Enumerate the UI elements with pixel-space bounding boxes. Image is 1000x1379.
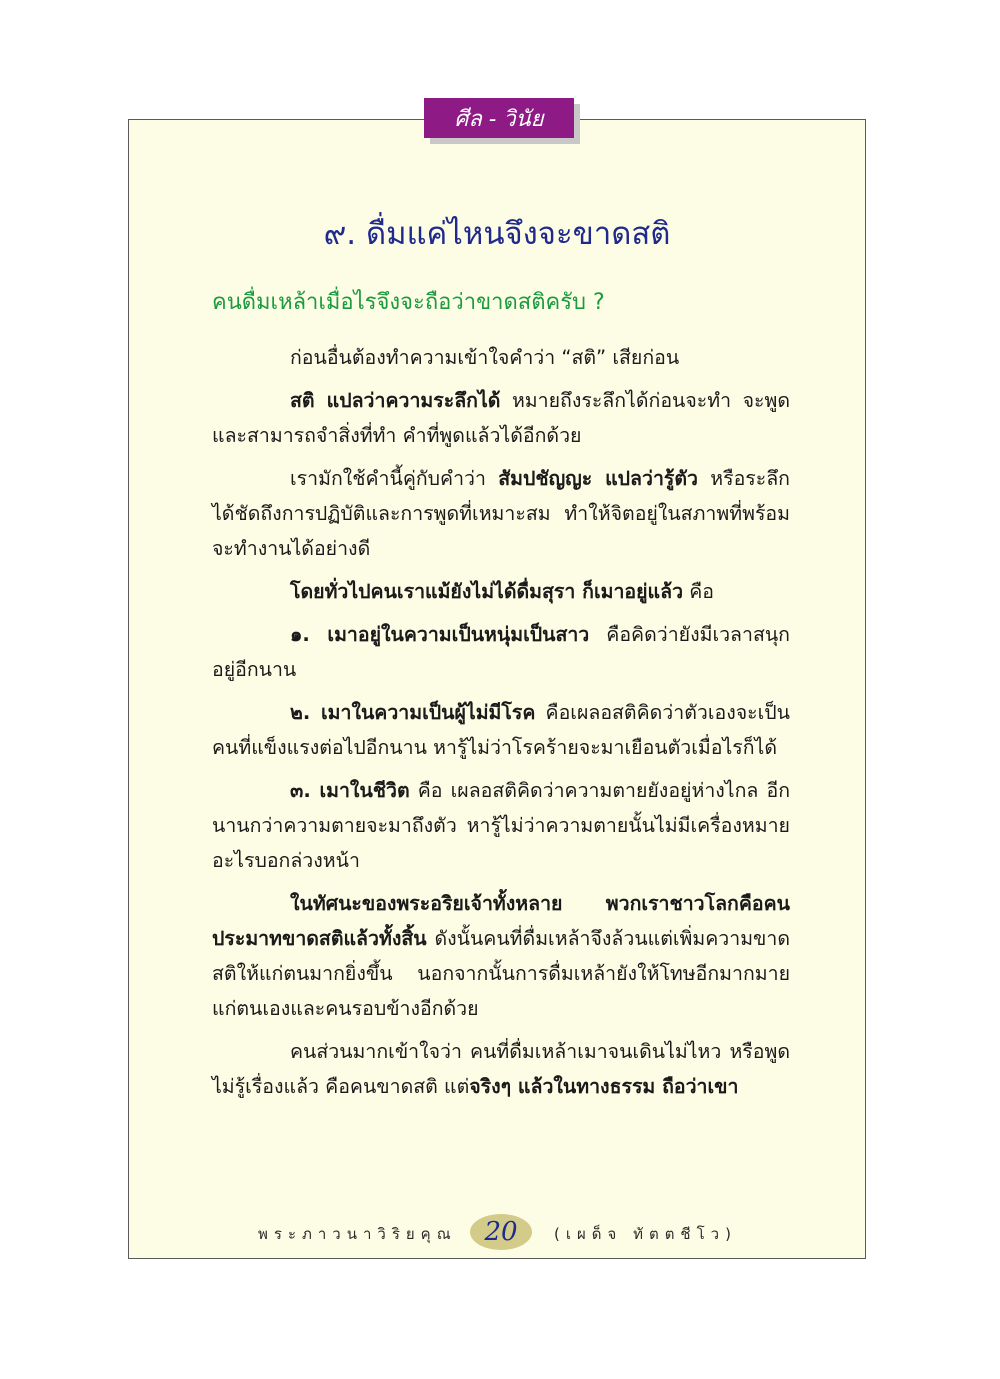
question-heading: คนดื่มเหล้าเมื่อไรจึงจะถือว่าขาดสติครับ ? [212, 290, 605, 315]
text-run: เรามักใช้คำนี้คู่กับคำว่า [290, 467, 499, 490]
section-tab: ศีล - วินัย [424, 98, 574, 138]
paragraph [212, 886, 790, 1026]
text-run: ดังนั้นคนที่ดื่มเหล้าจึงล้วนแต่เพิ่มความขาดสติให้แก่ตนมากยิ่งขึ้น นอกจากนั้นการดื่มเหล้ายังให้โทษอีกมากมายแก่ตนเองและคนรอบข้างอีกด้วย [212, 927, 790, 1020]
page-footer [0, 1214, 1000, 1254]
paragraph [212, 773, 790, 878]
bold-text: โดยทั่วไปคนเราแม้ยังไม่ได้ดื่มสุรา ก็เมาอยู่แล้ว [290, 580, 684, 603]
paragraph [212, 461, 790, 566]
paragraph [212, 617, 790, 687]
text-run: หรือระลึกได้ชัดถึงการปฏิบัติและการพูดที่เหมาะสม ทำให้จิตอยู่ในสภาพที่พร้อมจะทำงานได้อย่างดี [212, 467, 790, 560]
text-run: คนส่วนมากเข้าใจว่า คนที่ดื่มเหล้าเมาจนเดินไม่ไหว หรือพูดไม่รู้เรื่องแล้ว คือคนขาดสติ แต่ [212, 1040, 790, 1098]
text-run: คือคิดว่ายังมีเวลาสนุกอยู่อีกนาน [212, 623, 790, 681]
paragraph [212, 383, 790, 453]
footer-author-name: (เผด็จ ทัตตชีโว) [554, 1225, 737, 1243]
bold-text: สัมปชัญญะ แปลว่ารู้ตัว [498, 467, 698, 490]
text-run: หมายถึงระลึกได้ก่อนจะทำ จะพูด และสามารถจำสิ่งที่ทำ คำที่พูดแล้วได้อีกด้วย [212, 389, 791, 447]
bold-text: ในทัศนะของพระอริยเจ้าทั้งหลาย พวกเราชาวโลกคือคนประมาทขาดสติแล้วทั้งสิ้น [212, 892, 790, 950]
bold-text: ๒. เมาในความเป็นผู้ไม่มีโรค [290, 701, 536, 724]
paragraph [212, 1034, 790, 1104]
paragraph [212, 695, 790, 765]
footer-author: พระภาวนาวิริยคุณ [258, 1225, 457, 1243]
paragraph [212, 340, 790, 375]
bold-text: ๑. เมาอยู่ในความเป็นหนุ่มเป็นสาว [290, 623, 590, 646]
chapter-title: ๙. ดื่มแค่ไหนจึงจะขาดสติ [323, 216, 671, 252]
text-run: คือ เผลอสติคิดว่าความตายยังอยู่ห่างไกล อีกนานกว่าความตายจะมาถึงตัว หารู้ไม่ว่าความตายนั้นไม่มีเครื่องหมายอะไรบอกล่วงหน้า [212, 779, 790, 872]
text-run: ก่อนอื่นต้องทำความเข้าใจคำว่า “สติ” เสียก่อน [290, 346, 680, 369]
bold-text: ๓. เมาในชีวิต [290, 779, 410, 802]
paragraph [212, 574, 790, 609]
text-run: คือเผลอสติคิดว่าตัวเองจะเป็นคนที่แข็งแรงต่อไปอีกนาน หารู้ไม่ว่าโรคร้ายจะมาเยือนตัวเมื่อไรก็ได้ [212, 701, 790, 759]
bold-text: สติ แปลว่าความระลึกได้ [290, 389, 501, 412]
page-number: 20 [470, 1214, 532, 1250]
bold-text: จริงๆ แล้วในทางธรรม ถือว่าเขา [469, 1075, 739, 1098]
body-text [212, 340, 790, 1112]
text-run: คือ [683, 580, 714, 603]
